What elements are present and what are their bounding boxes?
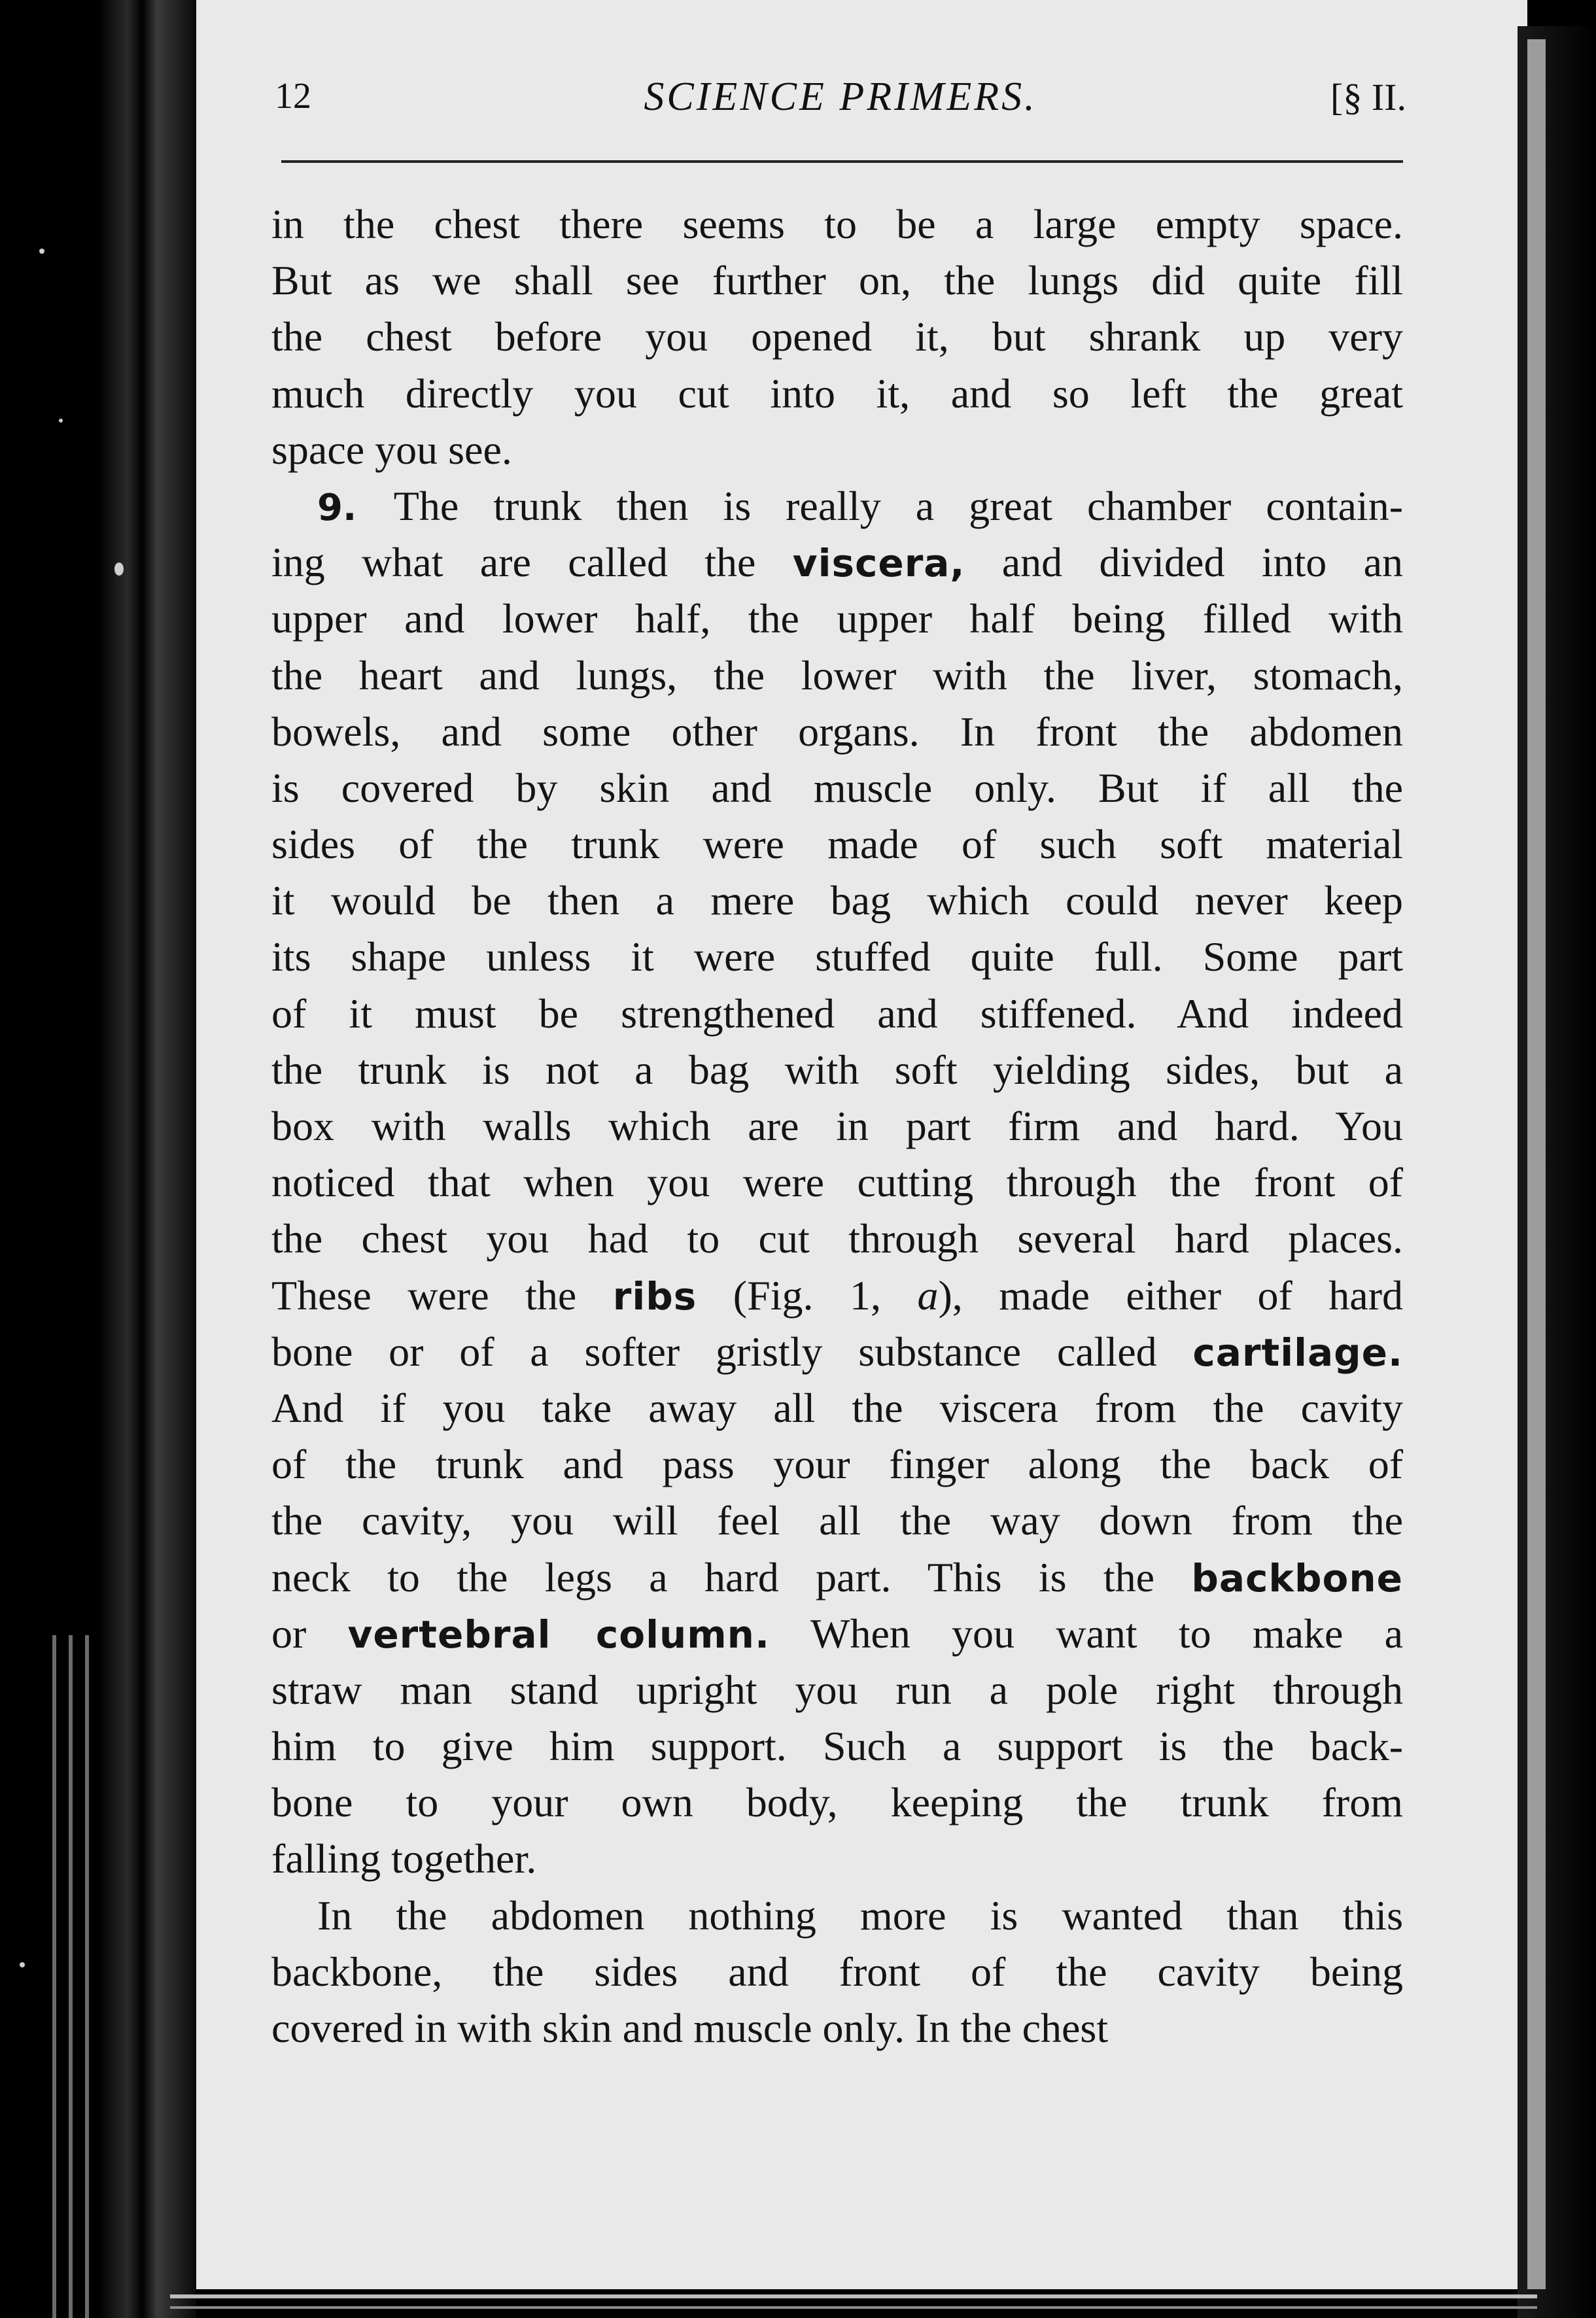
text-run: sides of the trunk were made of such soft material xyxy=(271,821,1403,868)
dust-speck xyxy=(114,562,124,576)
page-stack-edge xyxy=(85,1635,89,2318)
paragraph xyxy=(271,478,1403,1888)
text-line xyxy=(271,1606,1403,1662)
italic-text: a xyxy=(917,1271,939,1319)
text-line xyxy=(271,1888,1403,1944)
text-line xyxy=(271,1154,1403,1211)
bold-term: vertebral column. xyxy=(347,1612,771,1657)
text-run: (Fig. 1, xyxy=(697,1271,918,1319)
text-run: ), made either of hard xyxy=(938,1271,1404,1319)
text-line xyxy=(271,2000,1403,2056)
text-line xyxy=(271,1774,1403,1831)
bold-term: cartilage. xyxy=(1192,1330,1403,1375)
text-run: backbone, the sides and front of the cavity being xyxy=(271,1948,1403,1995)
bold-term: ribs xyxy=(612,1273,697,1319)
text-run: space you see. xyxy=(271,426,512,473)
bold-term: viscera, xyxy=(792,541,965,586)
text-run: the chest you had to cut through several hard places. xyxy=(271,1215,1403,1262)
text-run: In the abdomen nothing more is wanted than this xyxy=(317,1892,1403,1939)
text-run: the chest before you opened it, but shrank up very xyxy=(271,313,1403,360)
bold-term: backbone xyxy=(1191,1555,1403,1600)
text-run: covered in with skin and muscle only. In the chest xyxy=(271,2005,1109,2051)
text-line xyxy=(271,1324,1403,1380)
section-number: 9. xyxy=(317,486,394,529)
text-line xyxy=(271,478,1403,534)
text-run: But as we shall see further on, the lungs did quite fill xyxy=(271,257,1403,304)
text-line xyxy=(271,648,1403,704)
text-run: falling together. xyxy=(271,1835,537,1882)
text-run: is covered by skin and muscle only. But if all the xyxy=(271,764,1403,811)
text-run: it would be then a mere bag which could never keep xyxy=(271,877,1403,924)
text-run: the trunk is not a bag with soft yielding sides, but a xyxy=(271,1046,1403,1093)
text-run: These were the xyxy=(271,1271,613,1319)
text-run: him to give him support. Such a support is the back- xyxy=(271,1723,1403,1770)
text-line xyxy=(271,986,1403,1042)
text-run: ing what are called the xyxy=(271,539,793,586)
text-run: bowels, and some other organs. In front the abdomen xyxy=(271,708,1403,755)
text-run: bone or of a softer gristly substance called xyxy=(271,1328,1193,1375)
text-line xyxy=(271,1211,1403,1267)
book-binding-edge xyxy=(98,0,196,2318)
page-bottom-edge xyxy=(170,2294,1537,2298)
text-line xyxy=(271,1493,1403,1549)
text-line xyxy=(271,366,1403,422)
text-line xyxy=(271,760,1403,816)
text-run: or xyxy=(271,1610,348,1657)
text-run: much directly you cut into it, and so left the great xyxy=(271,370,1403,417)
running-head xyxy=(275,69,1406,128)
paragraph xyxy=(271,1888,1403,2057)
page-stack-edge xyxy=(52,1635,56,2318)
text-line xyxy=(271,1268,1403,1324)
page-stack-edge xyxy=(69,1635,73,2318)
paragraph xyxy=(271,196,1403,478)
text-line xyxy=(271,704,1403,760)
text-line xyxy=(271,534,1403,591)
text-line xyxy=(271,1549,1403,1606)
text-line xyxy=(271,1662,1403,1718)
text-line xyxy=(271,422,1403,478)
text-line xyxy=(271,309,1403,365)
dust-speck xyxy=(59,419,63,423)
running-title: SCIENCE PRIMERS. xyxy=(644,75,1037,119)
dust-speck xyxy=(39,249,44,254)
text-line xyxy=(271,591,1403,647)
page-number: 12 xyxy=(275,76,311,116)
text-run: The trunk then is really a great chamber contain- xyxy=(393,482,1404,529)
text-run: and divided into an xyxy=(965,539,1404,586)
body-text xyxy=(271,196,1403,2056)
text-line xyxy=(271,1436,1403,1493)
text-run: And if you take away all the viscera from the cavity xyxy=(271,1384,1403,1431)
text-line xyxy=(271,929,1403,985)
text-run: of it must be strengthened and stiffened. And indeed xyxy=(271,990,1403,1037)
text-run: in the chest there seems to be a large empty space. xyxy=(271,201,1403,247)
text-line xyxy=(271,252,1403,309)
page-bottom-edge xyxy=(170,2306,1537,2309)
section-reference: [§ II. xyxy=(1330,76,1406,118)
text-line xyxy=(271,1831,1403,1887)
header-rule xyxy=(281,160,1403,163)
text-run: box with walls which are in part firm and hard. You xyxy=(271,1103,1403,1149)
text-run: neck to the legs a hard part. This is the xyxy=(271,1553,1192,1600)
text-line xyxy=(271,1718,1403,1774)
text-run: bone to your own body, keeping the trunk from xyxy=(271,1779,1403,1826)
text-line xyxy=(271,1380,1403,1436)
text-run: When you want to make a xyxy=(770,1610,1404,1657)
text-line xyxy=(271,1944,1403,2000)
text-run: the heart and lungs, the lower with the liver, stomach, xyxy=(271,651,1403,699)
text-run: upper and lower half, the upper half being filled with xyxy=(271,595,1403,642)
text-line xyxy=(271,1042,1403,1098)
text-line xyxy=(271,873,1403,929)
text-line xyxy=(271,816,1403,873)
text-run: the cavity, you will feel all the way down from the xyxy=(271,1497,1403,1544)
text-line xyxy=(271,1098,1403,1154)
page-right-edge xyxy=(1527,39,1546,2289)
dust-speck xyxy=(20,1962,25,1967)
text-run: straw man stand upright you run a pole right through xyxy=(271,1666,1403,1713)
text-run: of the trunk and pass your finger along the back of xyxy=(271,1441,1403,1488)
text-line xyxy=(271,196,1403,252)
text-run: its shape unless it were stuffed quite full. Some part xyxy=(271,933,1403,980)
text-run: noticed that when you were cutting through the front of xyxy=(271,1159,1403,1206)
